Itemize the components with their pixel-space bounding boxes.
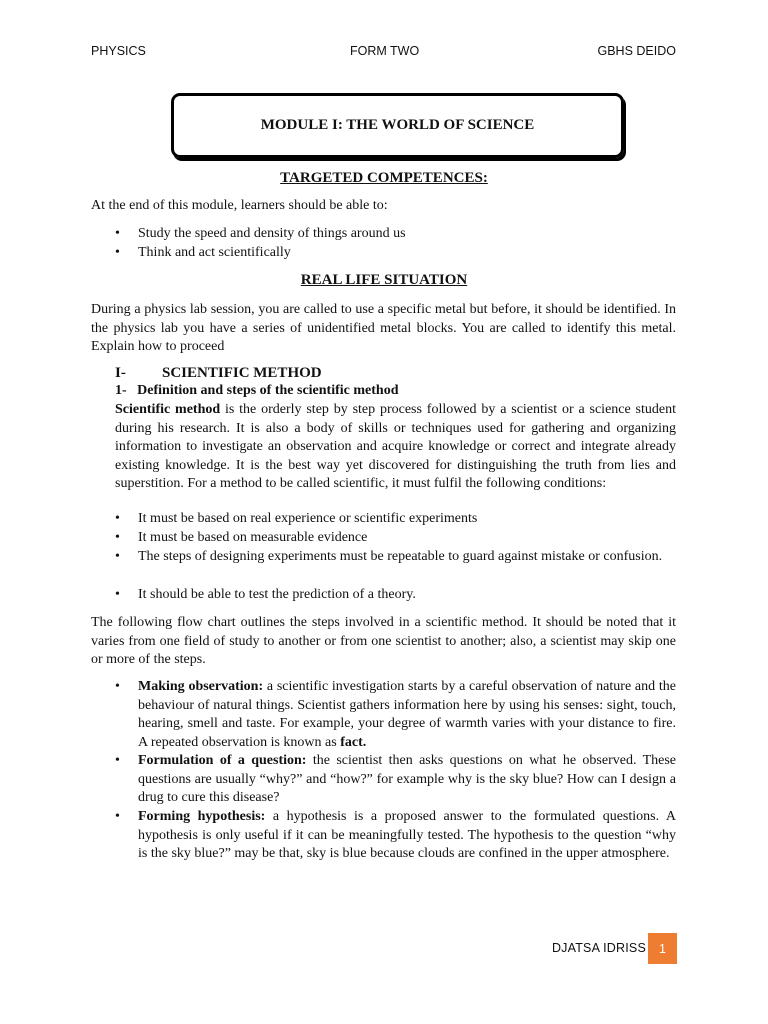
module-title-box [171,93,624,158]
step-item: • Formulation of a question: the scientist then asks questions on what he observed. These questions are usually “why?” and “how?” for example why is the sky blue? How can I design a drug to cure this disease? [115,753,677,805]
condition-item: • It should be able to test the prediction of a theory. [115,586,676,605]
header-subject: PHYSICS [91,44,146,58]
subsection-heading: 1- Definition and steps of the scientific method [115,383,399,398]
competences-intro: At the end of this module, learners should be able to: [91,198,388,213]
bullet-icon: • [115,226,120,241]
step-item: • Making observation: a scientific investigation starts by a careful observation of nature and the behaviour of natural things. Scientist gathers information here by using his senses: sight, touch, hearing, smell and taste. For example, your degree of warmth varies with your distance to fire. A repeated observation is known as fact. [115,679,676,750]
real-life-text: During a physics lab session, you are called to use a specific metal but before, it should be identified. In the physics lab you have a series of unidentified metal blocks. You are called to identify this metal. Explain how to proceed [91,302,676,354]
bullet-icon: • [115,245,120,260]
condition-item: • It must be based on real experience or scientific experiments [115,510,676,529]
condition-item: • The steps of designing experiments must be repeatable to guard against mistake or confusion. [115,548,676,567]
step-item: • Forming hypothesis: a hypothesis is a proposed answer to the formulated questions. A hypothesis is only useful if it can be meaningfully tested. The hypothesis to the question “why is the sky blue?” may be that, sky is blue because clouds are confined in the upper atmosphere. [115,809,676,861]
competence-item: • Study the speed and density of things around us [115,225,676,244]
footer-author: DJATSA IDRISS [551,941,646,955]
page-number: 1 [648,933,677,964]
header-class: FORM TWO [350,44,420,58]
definition-text: is the orderly step by step process followed by a scientist or a science student during his research. It is also a body of skills or techniques used for gathering and organizing information to investigate an observation and acquire knowledge or correct and integrate already existing knowledge. It is the best way yet discovered for distinguishing the truth from lies and superstition. For a method to be called scientific, it must fulfil the following conditions: [115,402,676,491]
real-life-heading: REAL LIFE SITUATION [300,272,468,288]
module-title: MODULE I: THE WORLD OF SCIENCE [260,117,535,133]
bullet-icon: • [115,753,120,768]
bullet-icon: • [115,587,120,602]
header-school: GBHS DEIDO [597,44,676,58]
bullet-icon: • [115,809,120,824]
section-title: SCIENTIFIC METHOD [162,365,322,381]
bullet-icon: • [115,679,120,694]
flow-chart-paragraph: The following flow chart outlines the steps involved in a scientific method. It should be noted that it varies from one field of study to another or from one scientist to another; also, a scientist may skip one or more of the steps. [91,615,676,667]
definition-paragraph [115,401,676,494]
condition-item: • It must be based on measurable evidence [115,529,676,548]
bullet-icon: • [115,530,120,545]
definition-term: Scientific method [115,402,221,417]
bullet-icon: • [115,511,120,526]
competences-heading: TARGETED COMPETENCES: [280,170,488,186]
section-numeral: I- [115,365,126,381]
competence-item: • Think and act scientifically [115,244,676,263]
bullet-icon: • [115,549,120,564]
